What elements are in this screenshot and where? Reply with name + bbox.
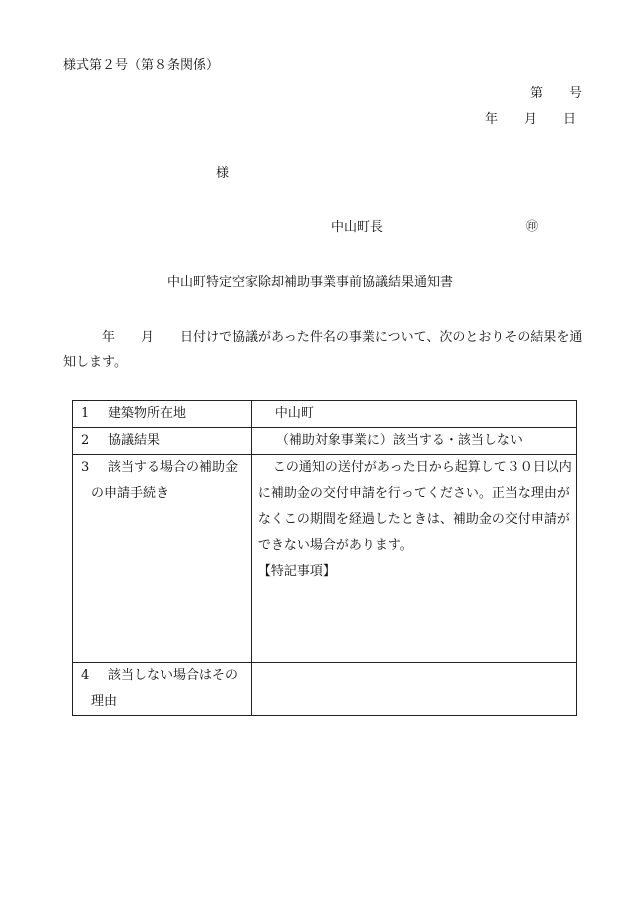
result-table: [72, 400, 577, 716]
body-paragraph: 年 月 日付けで協議があった件名の事業について、次のとおりその結果を通知します。: [63, 330, 583, 370]
row-number: 3: [81, 460, 90, 475]
row-label-cell: [73, 428, 252, 455]
location-value: 中山町: [274, 406, 314, 421]
row-label: 協議結果: [108, 433, 161, 448]
row-value-cell: [251, 455, 576, 663]
table-row: [73, 401, 577, 428]
row-label-cell: [73, 663, 252, 716]
document-date-line: 年 月 日: [485, 112, 577, 127]
table-row: [73, 428, 577, 455]
row-label: 該当する場合の補助金: [108, 460, 239, 475]
row-value-cell: [251, 401, 576, 428]
sender-name: 中山町長: [331, 220, 384, 235]
row-label-continued: 理由: [91, 694, 118, 709]
row-label: 建築物所在地: [108, 406, 187, 421]
document-number-line: 第 号: [530, 86, 583, 101]
document-title: 中山町特定空家除却補助事業事前協議結果通知書: [167, 275, 454, 290]
application-procedure-text: この通知の送付があった日から起算して３０日以内に補助金の交付申請を行ってください。正当な理由がなくこの期間を経過したときは、補助金の交付申請ができない場合があります。: [257, 460, 572, 553]
form-number: 様式第２号（第８条関係）: [63, 58, 220, 73]
row-number: 1: [81, 406, 90, 421]
addressee-suffix: 様: [216, 166, 230, 181]
row-value-cell: [251, 428, 576, 455]
row-label-cell: [73, 455, 252, 663]
reason-value-cell: [251, 663, 576, 716]
row-label: 該当しない場合はその: [108, 668, 239, 683]
row-number: 4: [81, 668, 90, 683]
consultation-result-value: （補助対象事業に）該当する・該当しない: [275, 433, 523, 448]
table-row: [73, 455, 577, 663]
special-notes-label: 【特記事項】: [257, 564, 336, 579]
row-label-continued: の申請手続き: [91, 486, 170, 501]
seal-mark: ㊞: [526, 219, 539, 233]
table-row: [73, 663, 577, 716]
row-label-cell: [73, 401, 252, 428]
row-number: 2: [81, 433, 90, 448]
